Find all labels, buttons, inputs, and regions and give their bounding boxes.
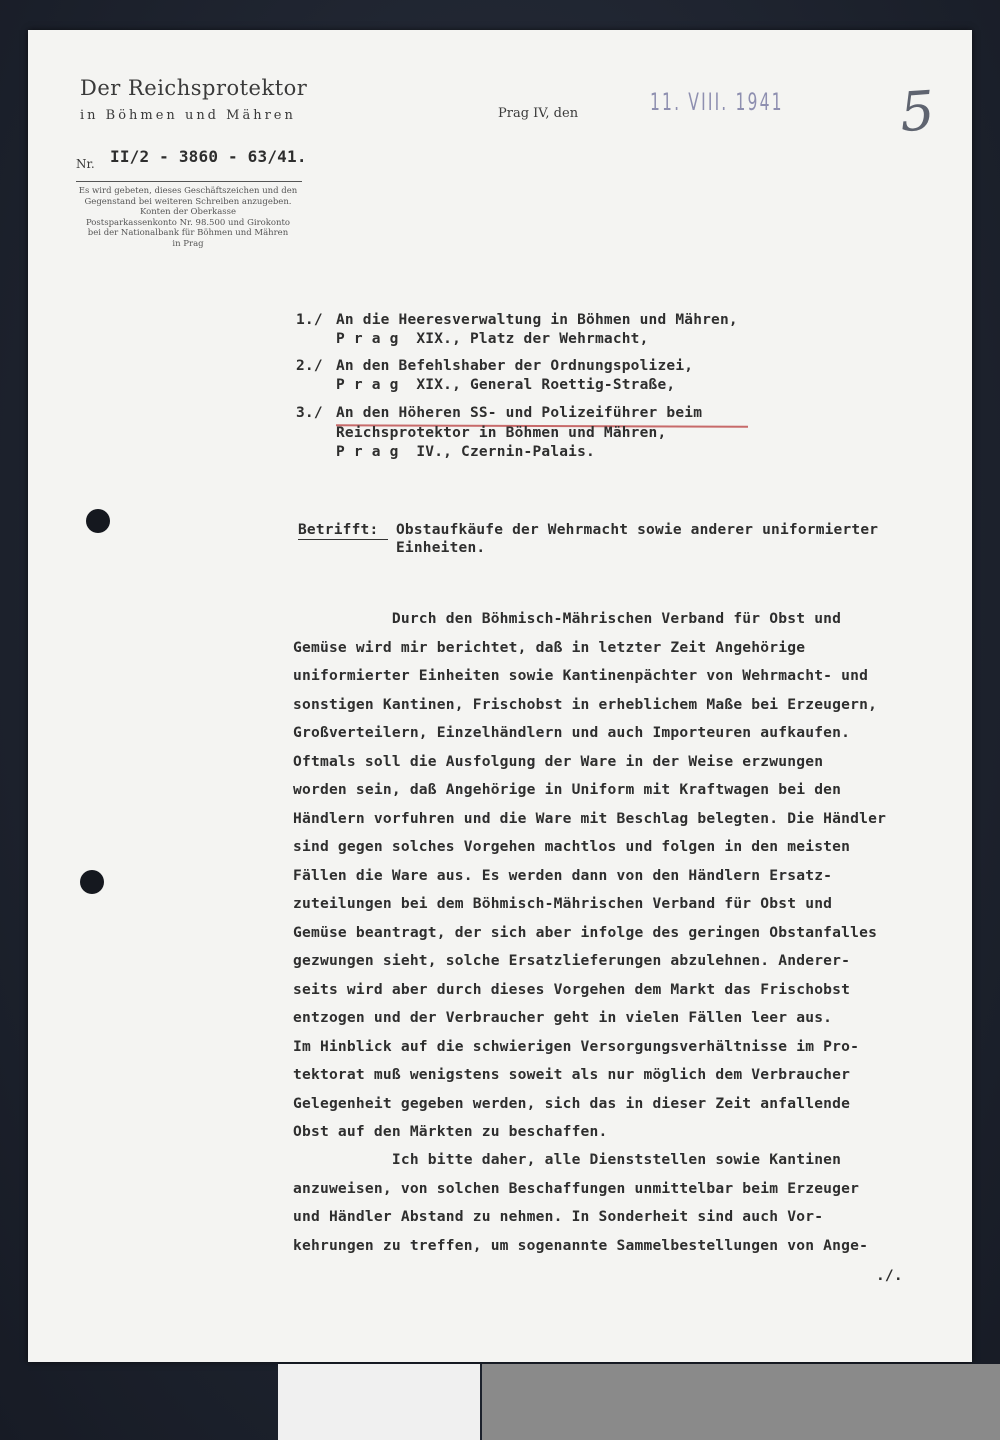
subject-line: Obstaufkäufe der Wehrmacht sowie anderer uniformierter xyxy=(396,522,879,538)
body-line: und Händler Abstand zu nehmen. In Sonderheit sind auch Vor- xyxy=(293,1208,824,1225)
punch-hole xyxy=(86,509,110,533)
reference-prefix: Nr. xyxy=(76,157,95,171)
note-line: Es wird gebeten, dieses Geschäftszeichen und den xyxy=(78,186,298,196)
body-line: Im Hinblick auf die schwierigen Versorgungsverhältnisse im Pro- xyxy=(293,1038,860,1055)
body-line: Ich bitte daher, alle Dienststellen sowie Kantinen xyxy=(293,1151,842,1168)
body-line: Großverteilern, Einzelhändlern und auch Importeuren aufkaufen. xyxy=(293,724,851,741)
scan-calibration-white xyxy=(278,1364,480,1440)
subject-label: Betrifft: xyxy=(298,522,379,538)
letterhead-subtitle: in Böhmen und Mähren xyxy=(80,108,296,123)
addressee-3-line: An den Höheren SS- und Polizeiführer beim xyxy=(336,405,703,421)
note-line: Gegenstand bei weiteren Schreiben anzugeben. xyxy=(84,196,292,207)
continuation-mark: ./. xyxy=(876,1268,903,1284)
note-line: bei der Nationalbank für Böhmen und Mähren xyxy=(87,228,289,238)
body-line: entzogen und der Verbraucher geht in vielen Fällen leer aus. xyxy=(293,1009,833,1026)
body-line: Obst auf den Märkten zu beschaffen. xyxy=(293,1123,608,1140)
body-line: sonstigen Kantinen, Frischobst in erheblichem Maße bei Erzeugern, xyxy=(293,696,878,713)
addressee-1-line: P r a g XIX., Platz der Wehrmacht, xyxy=(336,331,649,347)
body-line: uniformierter Einheiten sowie Kantinenpächter von Wehrmacht- und xyxy=(293,667,869,684)
subject-line: Einheiten. xyxy=(396,540,486,556)
handwritten-folio-number: 5 xyxy=(897,78,937,145)
note-line: in Prag xyxy=(172,238,204,249)
note-line: Konten der Oberkasse xyxy=(139,207,237,217)
addressee-2-num: 2./ xyxy=(296,358,323,374)
body-line: Händlern vorfuhren und die Ware mit Beschlag belegten. Die Händler xyxy=(293,810,887,827)
reference-rule xyxy=(76,181,302,182)
date-stamp: 11. VIII. 1941 xyxy=(650,88,784,116)
subject-label-underline xyxy=(298,539,388,540)
addressee-1-line: An die Heeresverwaltung in Böhmen und Mähren, xyxy=(336,312,738,328)
reference-number: II/2 - 3860 - 63/41. xyxy=(110,147,307,166)
body-line: worden sein, daß Angehörige in Uniform mit Kraftwagen bei den xyxy=(293,781,842,798)
addressee-2-line: An den Befehlshaber der Ordnungspolizei, xyxy=(336,358,694,374)
body-line: Gemüse wird mir berichtet, daß in letzter Zeit Angehörige xyxy=(293,639,806,656)
body-line: anzuweisen, von solchen Beschaffungen unmittelbar beim Erzeuger xyxy=(293,1180,860,1197)
body-line: Gemüse beantragt, der sich aber infolge des geringen Obstanfalles xyxy=(293,924,878,941)
body-line: gezwungen sieht, solche Ersatzlieferungen abzulehnen. Anderer- xyxy=(293,952,851,969)
letterhead-note xyxy=(68,186,308,249)
body-line: seits wird aber durch dieses Vorgehen dem Markt das Frischobst xyxy=(293,981,851,998)
addressee-1-num: 1./ xyxy=(296,312,323,328)
letterhead-title: Der Reichsprotektor xyxy=(80,76,308,100)
body-line: zuteilungen bei dem Böhmisch-Mährischen Verband für Obst und xyxy=(293,895,833,912)
scan-calibration-gray xyxy=(482,1364,1000,1440)
body-line: Oftmals soll die Ausfolgung der Ware in der Weise erzwungen xyxy=(293,753,824,770)
body-line: Fällen die Ware aus. Es werden dann von den Händlern Ersatz- xyxy=(293,867,833,884)
addressee-3-line: Reichsprotektor in Böhmen und Mähren, xyxy=(336,425,667,441)
addressee-3-line: P r a g IV., Czernin-Palais. xyxy=(336,444,595,460)
body-line: tektorat muß wenigstens soweit als nur möglich dem Verbraucher xyxy=(293,1066,851,1083)
punch-hole xyxy=(80,870,104,894)
body-line: Gelegenheit gegeben werden, sich das in dieser Zeit anfallende xyxy=(293,1095,851,1112)
document-page xyxy=(28,30,972,1362)
body-line: kehrungen zu treffen, um sogenannte Sammelbestellungen von Ange- xyxy=(293,1237,869,1254)
addressee-2-line: P r a g XIX., General Roettig-Straße, xyxy=(336,377,676,393)
place-label: Prag IV, den xyxy=(498,106,579,121)
note-line: Postsparkassenkonto Nr. 98.500 und Girokonto xyxy=(85,217,291,228)
body-line: sind gegen solches Vorgehen machtlos und folgen in den meisten xyxy=(293,838,851,855)
body-line: Durch den Böhmisch-Mährischen Verband für Obst und xyxy=(293,610,842,627)
addressee-3-num: 3./ xyxy=(296,405,323,421)
